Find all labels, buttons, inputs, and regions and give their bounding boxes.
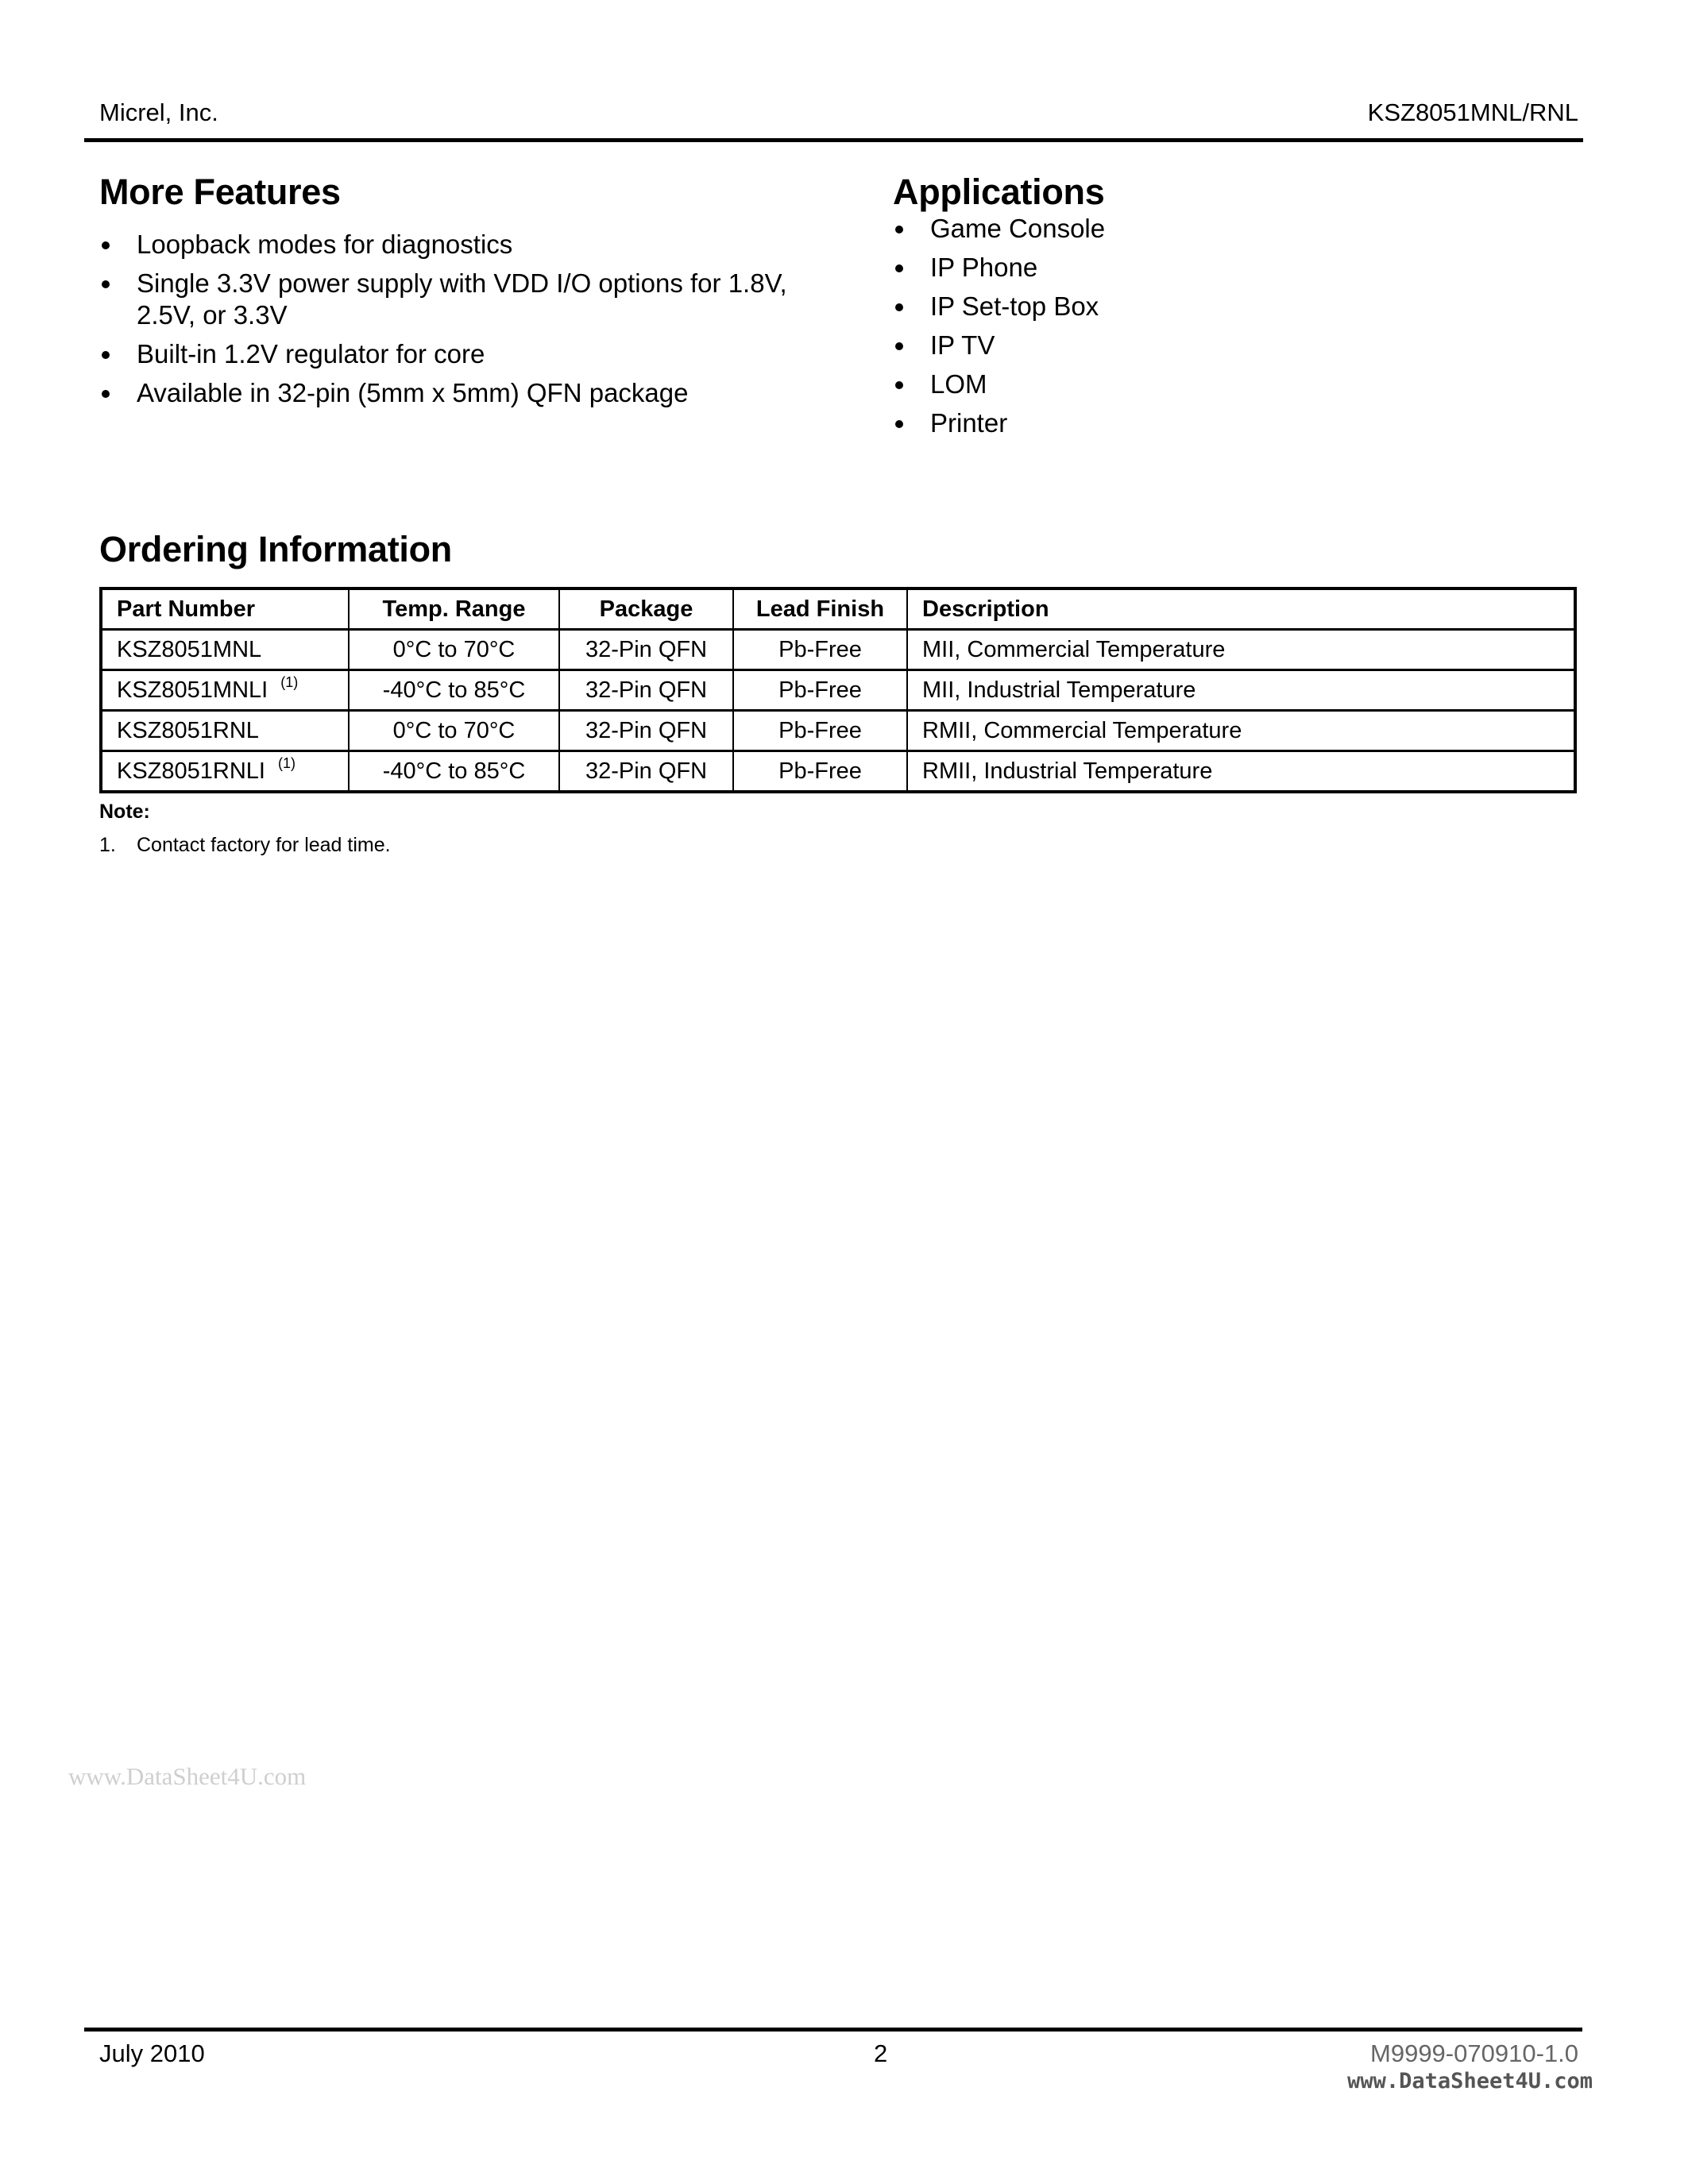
- cell-temp-range: 0°C to 70°C: [349, 630, 559, 670]
- cell-lead-finish: Pb-Free: [733, 711, 907, 751]
- footer-rule: [84, 2028, 1582, 2032]
- applications-list: [893, 213, 1528, 439]
- part-number-text: KSZ8051MNLI: [117, 677, 268, 703]
- col-header-lead-finish: Lead Finish: [733, 588, 907, 630]
- table-header-row: [101, 588, 1575, 630]
- features-section: [99, 172, 814, 416]
- cell-package: 32-Pin QFN: [559, 711, 733, 751]
- cell-lead-finish: Pb-Free: [733, 670, 907, 711]
- header-part-title: KSZ8051MNL/RNL: [1367, 98, 1578, 126]
- part-number-text: KSZ8051MNL: [117, 636, 262, 662]
- feature-item: Single 3.3V power supply with VDD I/O options for 1.8V, 2.5V, or 3.3V: [99, 268, 796, 331]
- col-header-description: Description: [907, 588, 1575, 630]
- col-header-temp-range: Temp. Range: [349, 588, 559, 630]
- cell-lead-finish: Pb-Free: [733, 751, 907, 793]
- table-row: [101, 751, 1575, 793]
- cell-temp-range: 0°C to 70°C: [349, 711, 559, 751]
- cell-part-number: [101, 630, 349, 670]
- applications-title: Applications: [893, 172, 1105, 212]
- header-company: Micrel, Inc.: [99, 98, 218, 126]
- application-item: LOM: [893, 369, 1528, 400]
- application-item: Printer: [893, 407, 1528, 439]
- table-row: [101, 670, 1575, 711]
- header-rule: [84, 138, 1583, 142]
- feature-item: Available in 32-pin (5mm x 5mm) QFN package: [99, 377, 814, 409]
- part-number-text: KSZ8051RNLI: [117, 758, 265, 784]
- part-number-text: KSZ8051RNL: [117, 717, 259, 743]
- cell-package: 32-Pin QFN: [559, 670, 733, 711]
- cell-description: MII, Commercial Temperature: [907, 630, 1575, 670]
- application-item: Game Console: [893, 213, 1528, 245]
- footnote-ref: (1): [278, 754, 295, 771]
- cell-package: 32-Pin QFN: [559, 751, 733, 793]
- cell-description: MII, Industrial Temperature: [907, 670, 1575, 711]
- cell-description: RMII, Commercial Temperature: [907, 711, 1575, 751]
- footnote-ref: (1): [280, 673, 299, 690]
- application-item: IP TV: [893, 330, 1528, 361]
- cell-temp-range: -40°C to 85°C: [349, 751, 559, 793]
- note-number: 1.: [99, 834, 116, 856]
- table-row: [101, 630, 1575, 670]
- footer-page-number: 2: [874, 2039, 888, 2067]
- cell-lead-finish: Pb-Free: [733, 630, 907, 670]
- features-title: More Features: [99, 172, 341, 212]
- cell-description: RMII, Industrial Temperature: [907, 751, 1575, 793]
- watermark: www.DataSheet4U.com: [68, 1762, 307, 1790]
- footer-doc-number: M9999-070910-1.0: [1370, 2039, 1578, 2067]
- col-header-package: Package: [559, 588, 733, 630]
- note-item: [99, 834, 391, 857]
- cell-temp-range: -40°C to 85°C: [349, 670, 559, 711]
- cell-package: 32-Pin QFN: [559, 630, 733, 670]
- feature-item: Loopback modes for diagnostics: [99, 229, 814, 260]
- note-text: Contact factory for lead time.: [137, 834, 391, 856]
- application-item: IP Set-top Box: [893, 291, 1528, 322]
- features-list: [99, 229, 814, 409]
- ordering-table: [99, 587, 1577, 793]
- col-header-part-number: Part Number: [101, 588, 349, 630]
- feature-item: Built-in 1.2V regulator for core: [99, 338, 814, 370]
- footer-date: July 2010: [99, 2039, 205, 2067]
- application-item: IP Phone: [893, 252, 1528, 284]
- footer-watermark: www.DataSheet4U.com: [1347, 2069, 1593, 2093]
- cell-part-number: [101, 711, 349, 751]
- cell-part-number: [101, 670, 349, 711]
- applications-section: [893, 172, 1528, 446]
- cell-part-number: [101, 751, 349, 793]
- table-row: [101, 711, 1575, 751]
- ordering-title: Ordering Information: [99, 529, 453, 569]
- note-title: Note:: [99, 801, 150, 823]
